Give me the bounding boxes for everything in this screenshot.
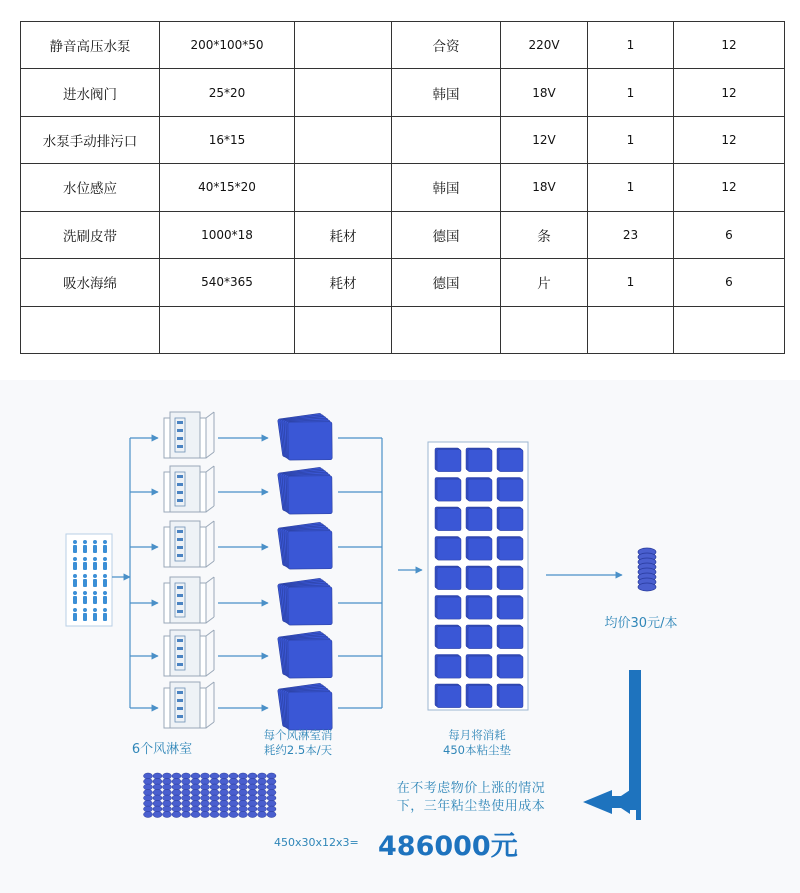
table-cell <box>21 306 160 353</box>
table-cell <box>295 164 392 211</box>
table-cell: 220V <box>501 22 588 69</box>
table-cell <box>392 116 501 163</box>
monthly-label-line2: 450本粘尘垫 <box>443 743 511 757</box>
dust-pad-grid-icon <box>428 442 528 710</box>
table-cell: 1000*18 <box>160 211 295 258</box>
air-shower-room-icon <box>164 412 214 458</box>
table-row <box>21 116 785 163</box>
table-cell: 16*15 <box>160 116 295 163</box>
table-cell: 1 <box>588 116 674 163</box>
table-cell: 洗刷皮带 <box>21 211 160 258</box>
cost-note <box>366 780 576 816</box>
table-cell: 40*15*20 <box>160 164 295 211</box>
table-cell: 1 <box>588 164 674 211</box>
air-shower-room-icon <box>164 466 214 512</box>
table-cell: 耗材 <box>295 259 392 306</box>
table-cell: 18V <box>501 69 588 116</box>
table-row <box>21 164 785 211</box>
dust-pad-roll-icon <box>638 548 656 591</box>
table-cell: 条 <box>501 211 588 258</box>
dust-pad-row-icon <box>144 773 277 818</box>
air-shower-room-icon <box>164 630 214 676</box>
table-cell: 韩国 <box>392 164 501 211</box>
flow-graphics <box>0 380 800 893</box>
dust-pad-stack-icon <box>278 683 333 730</box>
table-cell <box>295 116 392 163</box>
table-cell <box>588 306 674 353</box>
table-row <box>21 211 785 258</box>
table-cell: 23 <box>588 211 674 258</box>
table-row <box>21 306 785 353</box>
table-cell <box>295 22 392 69</box>
table-cell: 540*365 <box>160 259 295 306</box>
table-cell: 进水阀门 <box>21 69 160 116</box>
cost-formula: 450x30x12x3= <box>274 836 359 849</box>
cost-total: 486000元 <box>378 831 518 862</box>
table-row <box>21 22 785 69</box>
table-row <box>21 69 785 116</box>
table-cell: 12 <box>674 164 785 211</box>
air-shower-room-icon <box>164 577 214 623</box>
table-cell <box>295 306 392 353</box>
table-cell: 12 <box>674 116 785 163</box>
daily-label-line1: 每个风淋室消 <box>263 728 333 742</box>
cost-flow-diagram <box>0 380 800 893</box>
monthly-label-line1: 每月将消耗 <box>448 728 506 742</box>
air-shower-room-icon <box>164 521 214 567</box>
table-cell: 片 <box>501 259 588 306</box>
table-cell: 25*20 <box>160 69 295 116</box>
table-cell: 12V <box>501 116 588 163</box>
table-cell: 200*100*50 <box>160 22 295 69</box>
down-left-arrow <box>583 670 641 820</box>
table-cell: 6 <box>674 259 785 306</box>
air-shower-room-icon <box>164 682 214 728</box>
daily-label-line2: 耗约2.5本/天 <box>263 743 333 757</box>
table-cell: 德国 <box>392 211 501 258</box>
dust-pad-stack-icon <box>278 578 333 625</box>
table-cell <box>295 69 392 116</box>
table-cell: 1 <box>588 22 674 69</box>
table-cell: 韩国 <box>392 69 501 116</box>
table-cell: 18V <box>501 164 588 211</box>
table-cell: 水泵手动排污口 <box>21 116 160 163</box>
table-cell: 合资 <box>392 22 501 69</box>
table-cell <box>392 306 501 353</box>
table-cell: 1 <box>588 69 674 116</box>
table-cell: 12 <box>674 22 785 69</box>
table-cell: 德国 <box>392 259 501 306</box>
people-group-icon <box>66 534 112 626</box>
monthly-consumption-label <box>412 728 542 758</box>
unit-price-label: 均价30元/本 <box>604 616 678 631</box>
rooms-label: 6个风淋室 <box>131 742 193 757</box>
dust-pad-stack-icon <box>278 413 333 460</box>
dust-pad-stack-icon <box>278 467 333 514</box>
table-cell <box>501 306 588 353</box>
table-cell <box>674 306 785 353</box>
daily-consumption-label <box>238 728 358 758</box>
table-cell: 吸水海绵 <box>21 259 160 306</box>
table-cell: 静音高压水泵 <box>21 22 160 69</box>
cost-note-line1: 在不考虑物价上涨的情况 <box>396 781 546 796</box>
dust-pad-stack-icon <box>278 522 333 569</box>
table-cell: 水位感应 <box>21 164 160 211</box>
dust-pad-stack-icon <box>278 631 333 678</box>
spec-table <box>20 21 785 354</box>
cost-note-line2: 下，三年粘尘垫使用成本 <box>396 799 546 814</box>
table-cell: 耗材 <box>295 211 392 258</box>
table-cell: 12 <box>674 69 785 116</box>
table-cell: 1 <box>588 259 674 306</box>
table-cell <box>160 306 295 353</box>
table-row <box>21 259 785 306</box>
table-cell: 6 <box>674 211 785 258</box>
